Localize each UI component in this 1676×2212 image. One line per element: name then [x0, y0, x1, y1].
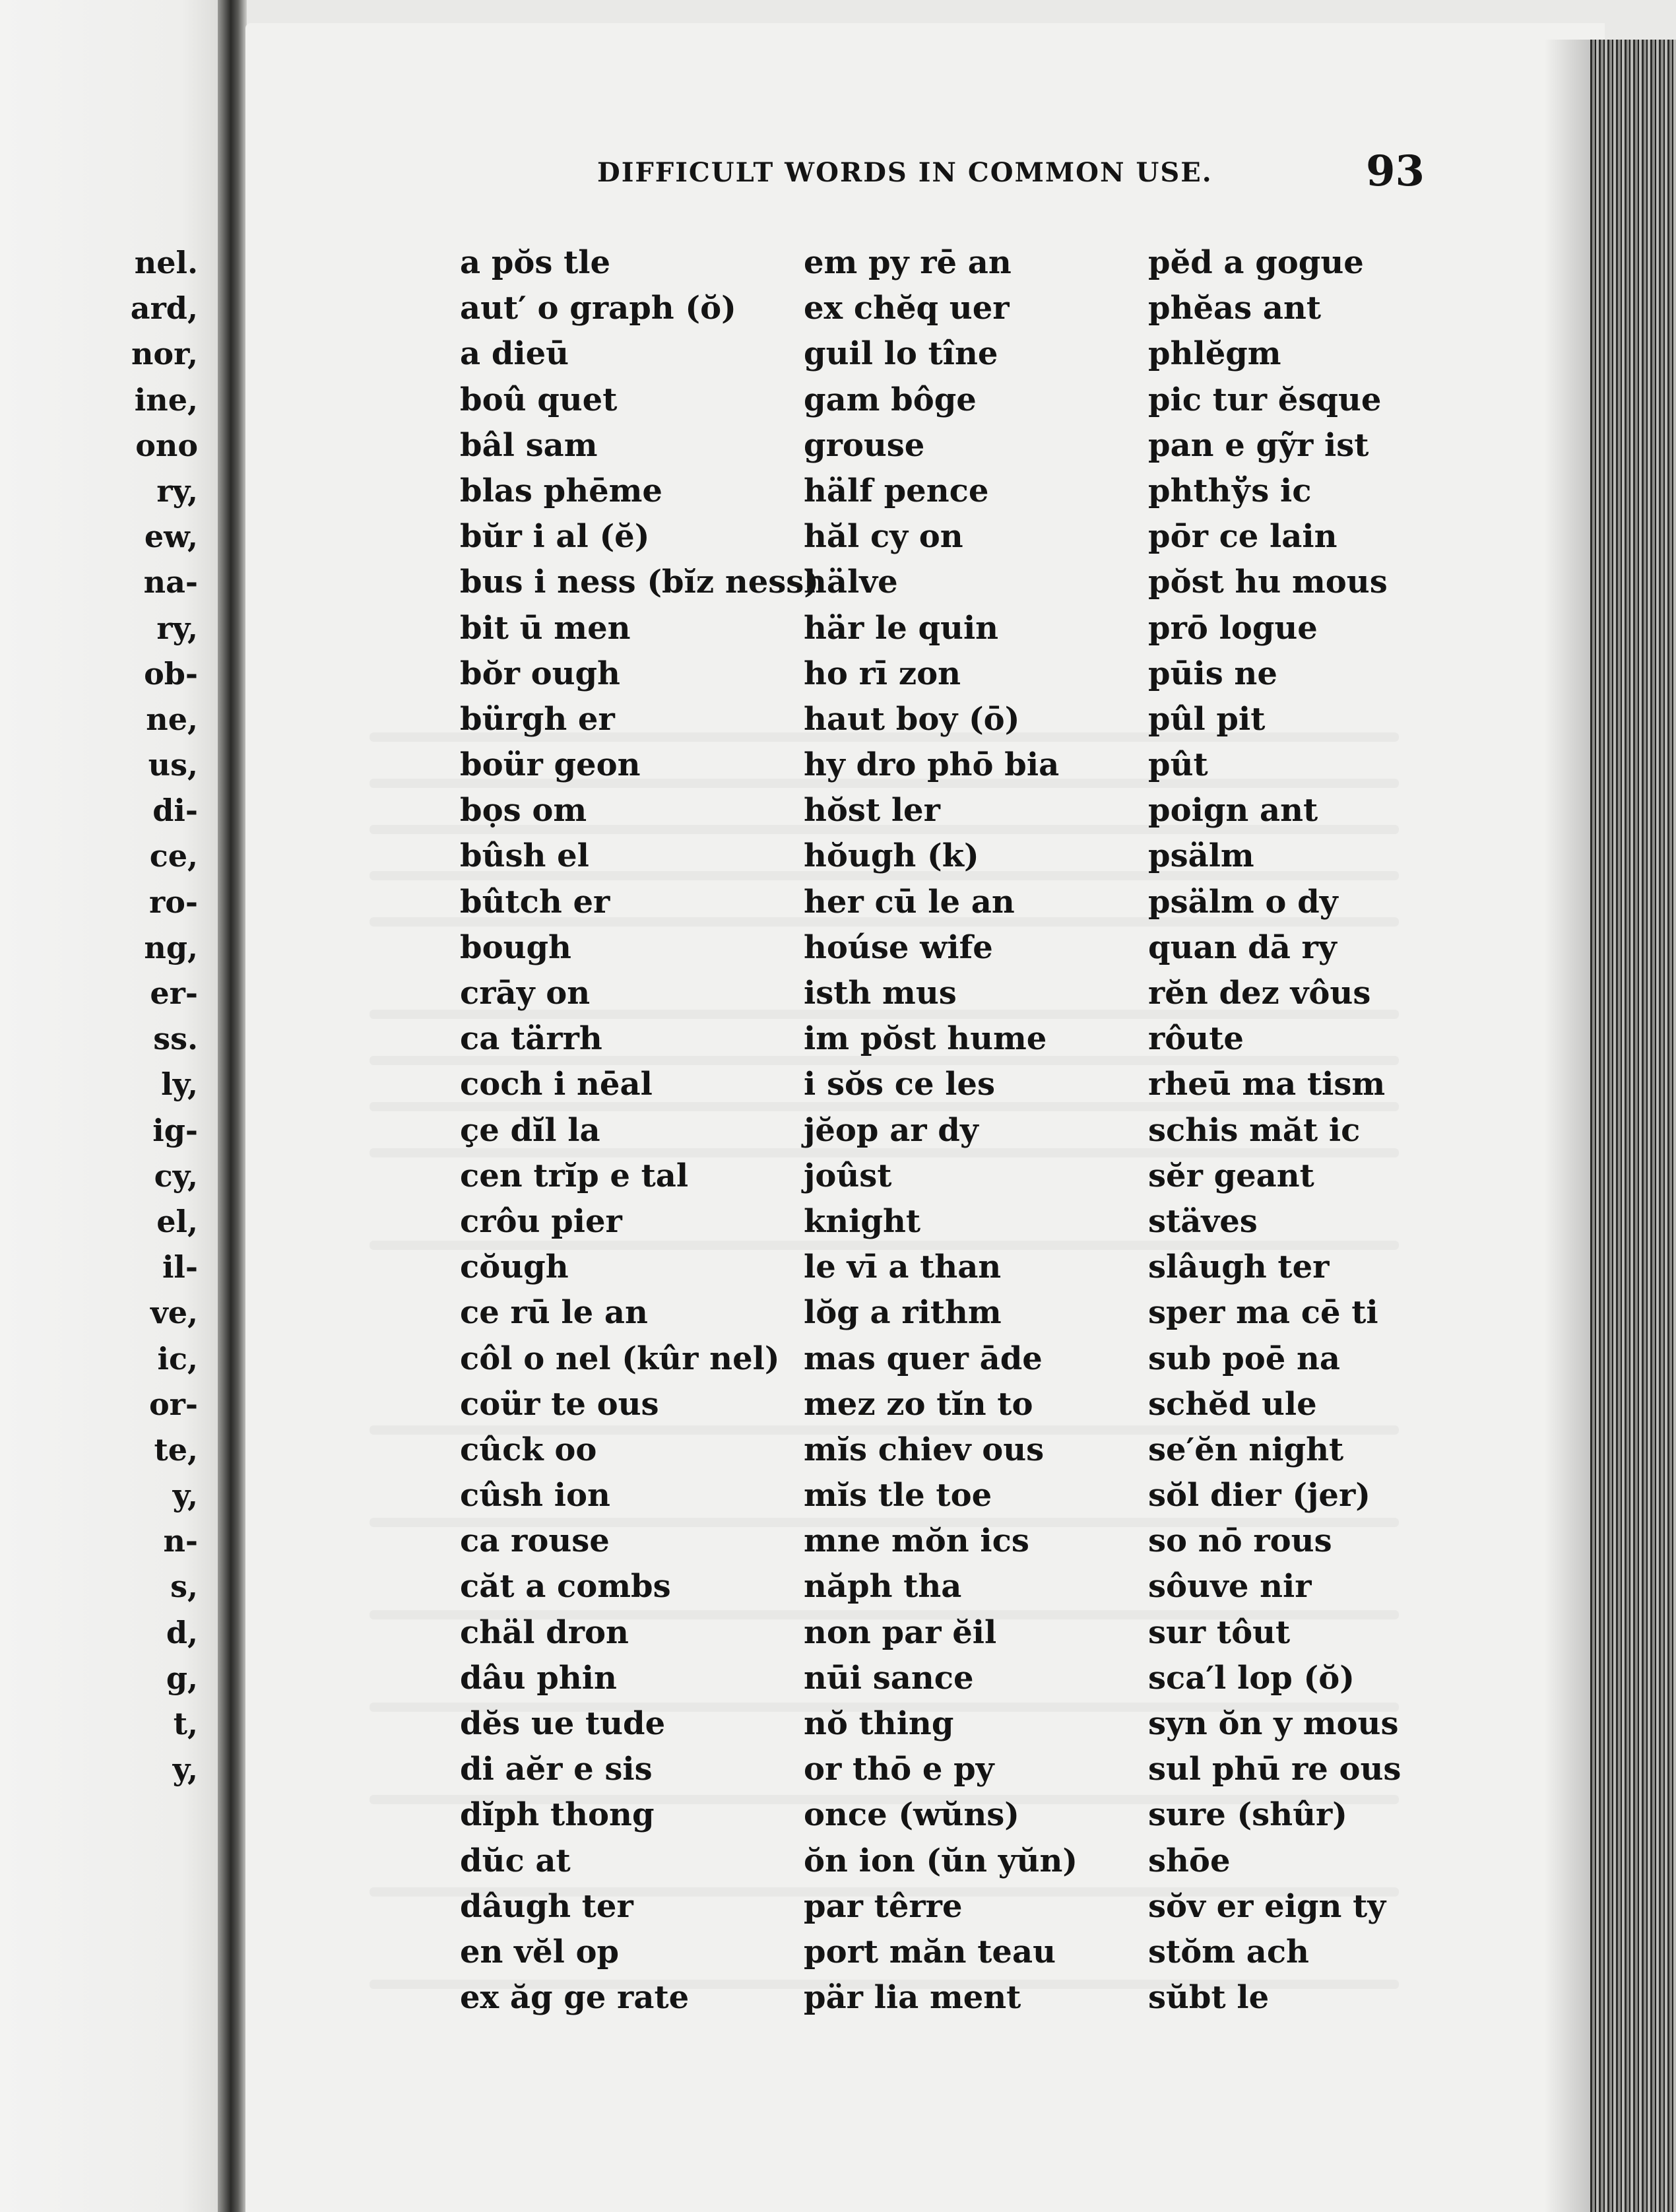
left-page-fragment: cy, [154, 1157, 198, 1194]
word-entry: rĕn dez vôus [1148, 975, 1371, 1012]
word-entry: slâugh ter [1148, 1249, 1330, 1286]
word-entry: pĕd a gogue [1148, 244, 1364, 281]
left-page-fragment: y, [172, 1478, 198, 1514]
page-edges [1590, 40, 1676, 2212]
word-entry: sca′l lop (ŏ) [1148, 1659, 1355, 1697]
word-entry: ŏn ion (ŭn yŭn) [804, 1842, 1078, 1879]
word-entry: schĕd ule [1148, 1385, 1317, 1423]
word-entry: sub poē na [1148, 1340, 1341, 1377]
word-entry: bûsh el [460, 837, 589, 875]
word-entry: lŏg a rithm [804, 1294, 1002, 1332]
word-entry: guil lo tîne [804, 335, 998, 373]
word-entry: năph tha [804, 1568, 962, 1606]
word-entry: knight [804, 1202, 921, 1240]
left-page-fragment: ng, [144, 929, 198, 965]
word-entry: a dieū [460, 335, 569, 373]
left-page-fragment: y, [172, 1751, 198, 1788]
word-entry: so nō rous [1148, 1522, 1332, 1560]
word-entry: jĕop ar dy [804, 1111, 979, 1149]
word-entry: cŏugh [460, 1249, 569, 1286]
word-entry: rheū ma tism [1148, 1066, 1386, 1103]
left-page-fragment: us, [148, 747, 198, 783]
word-entry: hälve [804, 564, 898, 601]
word-entry: mez zo tĭn to [804, 1385, 1033, 1423]
left-page-fragment: nor, [131, 336, 198, 372]
word-entry: bus i ness (bĭz ness) [460, 564, 820, 601]
left-page-fragment: ve, [150, 1295, 198, 1331]
word-entry: syn ŏn y mous [1148, 1705, 1399, 1742]
word-column-1 [460, 240, 819, 2021]
word-entry: nŏ thing [804, 1705, 954, 1742]
word-entry: en vĕl op [460, 1933, 620, 1970]
left-page-fragment: te, [154, 1431, 198, 1468]
word-entry: ce rū le an [460, 1294, 648, 1332]
left-page-fragment: ry, [156, 472, 198, 509]
left-page-fragment: ro- [148, 884, 198, 920]
word-entry: hälf pence [804, 472, 989, 509]
left-page-fragment: or- [148, 1386, 198, 1422]
left-page-fragment: t, [173, 1706, 198, 1741]
word-entry: stäves [1148, 1202, 1258, 1240]
word-entry: coch i nēal [460, 1066, 653, 1103]
left-page-fragment: ly, [161, 1066, 198, 1103]
left-page-fragment: er- [150, 975, 198, 1011]
word-entry: sŏv er eign ty [1148, 1887, 1386, 1925]
word-entry: poign ant [1148, 792, 1318, 830]
word-entry: joûst [804, 1157, 892, 1194]
word-entry: hoúse wife [804, 928, 993, 966]
word-entry: gam bôge [804, 381, 977, 418]
word-entry: psälm [1148, 837, 1254, 875]
word-entry: pic tur ĕsque [1148, 381, 1382, 418]
word-entry: dâugh ter [460, 1887, 633, 1925]
word-entry: här le quin [804, 609, 999, 647]
word-entry: crāy on [460, 975, 591, 1012]
word-entry: ex ăg ge rate [460, 1979, 690, 2017]
left-page-fragment: nel. [134, 245, 198, 280]
word-entry: ca tärrh [460, 1020, 602, 1058]
word-entry: cûck oo [460, 1431, 597, 1468]
page-edge-shadow [1544, 40, 1590, 2212]
word-entry: dĕs ue tude [460, 1705, 666, 1742]
left-page-fragment: ry, [156, 610, 198, 646]
word-entry: phĕas ant [1148, 290, 1322, 327]
word-entry: bọs om [460, 792, 587, 830]
word-entry: chäl dron [460, 1613, 629, 1651]
word-entry: phlĕgm [1148, 335, 1281, 373]
word-entry: port măn teau [804, 1933, 1056, 1970]
page-number: 93 [1366, 146, 1425, 196]
word-entry: sure (shûr) [1148, 1796, 1347, 1834]
word-entry: a pŏs tle [460, 244, 611, 281]
word-column-2 [804, 240, 1078, 2021]
word-entry: ca rouse [460, 1522, 610, 1560]
word-entry: bâl sam [460, 426, 598, 464]
word-entry: cen trĭp e tal [460, 1157, 689, 1194]
word-entry: coür te ous [460, 1385, 659, 1423]
running-header: DIFFICULT WORDS IN COMMON USE. [597, 157, 1213, 188]
word-entry: pûl pit [1148, 700, 1266, 738]
word-entry: di aĕr e sis [460, 1751, 653, 1788]
word-entry: bŭr i al (ĕ) [460, 518, 650, 556]
word-entry: hy dro phō bia [804, 746, 1060, 784]
word-entry: căt a combs [460, 1568, 671, 1606]
word-entry: nūi sance [804, 1659, 974, 1697]
word-entry: or thō e py [804, 1751, 994, 1788]
word-entry: i sŏs ce les [804, 1066, 995, 1103]
word-entry: shōe [1148, 1842, 1231, 1879]
word-entry: sôuve nir [1148, 1568, 1312, 1606]
word-entry: grouse [804, 426, 925, 464]
left-page-fragment: di- [152, 793, 198, 829]
left-page-fragment: n- [163, 1523, 198, 1559]
word-entry: dĭph thong [460, 1796, 655, 1834]
word-entry: bûtch er [460, 883, 610, 921]
left-page-fragment: ne, [146, 701, 198, 737]
left-page-fragment: ard, [130, 290, 198, 327]
word-entry: mĭs chiev ous [804, 1431, 1045, 1468]
word-entry: once (wŭns) [804, 1796, 1019, 1834]
word-entry: boür geon [460, 746, 641, 784]
left-page-fragment: ce, [149, 838, 198, 874]
left-page-fragment: g, [166, 1660, 198, 1696]
word-entry: hŏst ler [804, 792, 940, 830]
left-page-fragment: ine, [134, 381, 198, 418]
left-page-fragment: s, [170, 1569, 198, 1605]
word-entry: bit ū men [460, 609, 631, 647]
left-page-fragment: ob- [144, 655, 198, 692]
word-entry: dâu phin [460, 1659, 617, 1697]
left-page-fragment: el, [156, 1203, 198, 1239]
word-entry: par têrre [804, 1887, 963, 1925]
left-page-text-fragments [0, 240, 198, 1792]
left-page-fragment: ig- [152, 1112, 198, 1148]
word-entry: stŏm ach [1148, 1933, 1309, 1970]
word-entry: pūis ne [1148, 655, 1277, 692]
word-entry: sul phū re ous [1148, 1751, 1402, 1788]
left-page-fragment: ic, [157, 1340, 198, 1377]
word-entry: sper ma cē ti [1148, 1294, 1378, 1332]
word-entry: bŏr ough [460, 655, 620, 692]
word-entry: se′ĕn night [1148, 1431, 1344, 1468]
word-entry: mne mŏn ics [804, 1522, 1029, 1560]
word-entry: sur tôut [1148, 1613, 1291, 1651]
left-page-fragment: il- [162, 1249, 198, 1285]
word-entry: sŏl dier (jer) [1148, 1477, 1370, 1514]
word-entry: hŏugh (k) [804, 837, 979, 875]
left-page-fragment: ew, [144, 519, 198, 555]
word-entry: haut boy (ō) [804, 700, 1020, 738]
word-entry: her cū le an [804, 883, 1015, 921]
word-entry: bürgh er [460, 700, 615, 738]
word-entry: pŏst hu mous [1148, 564, 1388, 601]
word-entry: pōr ce lain [1148, 518, 1338, 556]
word-entry: boû quet [460, 381, 618, 418]
word-entry: bough [460, 928, 571, 966]
word-entry: crôu pier [460, 1202, 622, 1240]
word-entry: sŭbt le [1148, 1979, 1270, 2017]
word-entry: em py rē an [804, 244, 1012, 281]
word-entry: dŭc at [460, 1842, 571, 1879]
word-entry: psälm o dy [1148, 883, 1338, 921]
word-entry: côl o nel (kûr nel) [460, 1340, 780, 1377]
word-entry: sĕr geant [1148, 1157, 1314, 1194]
word-entry: non par ĕil [804, 1613, 997, 1651]
word-entry: rôute [1148, 1020, 1244, 1058]
book-gutter [218, 0, 247, 2212]
word-entry: çe dĭl la [460, 1111, 600, 1149]
word-entry: schis măt ic [1148, 1111, 1361, 1149]
word-entry: le vī a than [804, 1249, 1002, 1286]
word-entry: prō logue [1148, 609, 1318, 647]
word-entry: pût [1148, 746, 1208, 784]
left-page-fragment: d, [166, 1614, 198, 1650]
word-entry: mĭs tle toe [804, 1477, 992, 1514]
word-entry: cûsh ion [460, 1477, 610, 1514]
word-entry: pan e gỹr ist [1148, 426, 1369, 464]
word-entry: ho rī zon [804, 655, 961, 692]
word-entry: im pŏst hume [804, 1020, 1047, 1058]
left-page-fragment: ss. [153, 1021, 198, 1057]
word-entry: phthўs ic [1148, 472, 1312, 509]
left-page-fragment: na- [143, 564, 198, 601]
word-entry: quan dā ry [1148, 928, 1337, 966]
word-entry: mas quer āde [804, 1340, 1043, 1377]
word-entry: ex chĕq uer [804, 290, 1010, 327]
word-entry: pär lia ment [804, 1979, 1021, 2017]
word-column-3 [1148, 240, 1401, 2021]
word-entry: aut′ o graph (ŏ) [460, 290, 736, 327]
word-entry: hăl cy on [804, 518, 963, 556]
word-entry: blas phēme [460, 472, 662, 509]
left-page-fragment: ono [135, 427, 198, 463]
word-entry: isth mus [804, 975, 957, 1012]
